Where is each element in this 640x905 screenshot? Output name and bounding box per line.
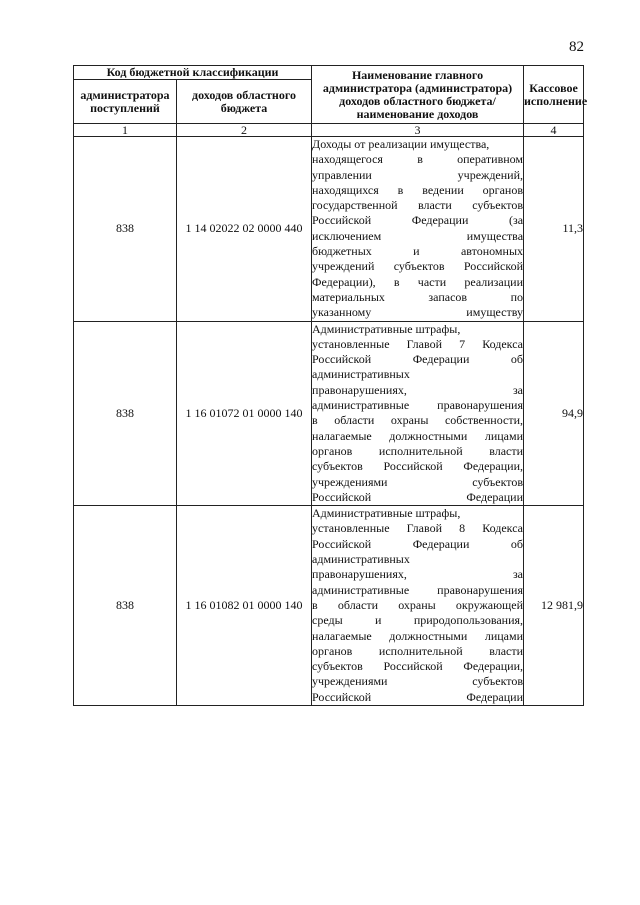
description-line: правонарушениях, за	[312, 382, 524, 397]
description-line: управлении учреждений,	[312, 167, 524, 182]
description-line: органов исполнительной власти	[312, 443, 524, 458]
budget-classification-table	[73, 65, 588, 706]
description-line: государственной власти субъектов	[312, 198, 524, 213]
description-line: административные правонарушения	[312, 582, 524, 597]
description-line: субъектов Российской Федерации,	[312, 459, 524, 474]
description-line: субъектов Российской Федерации,	[312, 659, 524, 674]
description-line: административные правонарушения	[312, 398, 524, 413]
description-line: материальных запасов по	[312, 289, 524, 304]
description-line: налагаемые должностными лицами	[312, 428, 524, 443]
column-number-row	[74, 124, 584, 137]
description-line: учреждений субъектов Российской	[312, 259, 524, 274]
description-line: учреждениями субъектов	[312, 474, 524, 489]
description-line: исключением имущества	[312, 228, 524, 243]
kbk-code-cell: 1 16 01072 01 0000 140	[177, 321, 312, 506]
kbk-code-cell: 1 16 01082 01 0000 140	[177, 506, 312, 706]
description-line: в области охраны собственности,	[312, 413, 524, 428]
admin-code-cell: 838	[74, 506, 177, 706]
table-row	[74, 321, 584, 506]
description-line: Доходы от реализации имущества,	[312, 137, 490, 151]
description-line: указанному имуществу	[312, 305, 524, 320]
description-line: установленные Главой 7 Кодекса	[312, 336, 524, 351]
admin-code-cell: 838	[74, 137, 177, 322]
header-income-column: доходов областного бюджета	[177, 80, 312, 124]
column-number: 3	[312, 124, 524, 137]
description-line: органов исполнительной власти	[312, 643, 524, 658]
income-description-cell	[312, 321, 524, 506]
description-line: Российской Федерации об	[312, 352, 524, 367]
description-line: Административные штрафы,	[312, 506, 461, 521]
description-line: среды и природопользования,	[312, 613, 524, 628]
description-line: Федерации), в части реализации	[312, 274, 524, 289]
header-admin-column: администратора поступлений	[74, 80, 177, 124]
kbk-code-cell: 1 14 02022 02 0000 440	[177, 137, 312, 322]
description-line: Административные штрафы,	[312, 321, 461, 336]
column-number: 2	[177, 124, 312, 137]
description-line: административных	[312, 552, 410, 567]
income-description-cell	[312, 137, 524, 322]
description-line: налагаемые должностными лицами	[312, 628, 524, 643]
income-description-cell	[312, 506, 524, 706]
header-amount-column: Кассовое исполнение	[524, 66, 584, 124]
page-number: 82	[569, 39, 584, 55]
description-line: Российской Федерации	[312, 489, 524, 504]
description-line: учреждениями субъектов	[312, 674, 524, 689]
cash-execution-amount-cell: 94,9	[524, 321, 584, 506]
description-line: находящегося в оперативном	[312, 152, 524, 167]
header-name-column: Наименование главного администратора (администратора) доходов областного бюджета/ наименование доходов	[312, 66, 524, 124]
description-line: Российской Федерации об	[312, 536, 524, 551]
cash-execution-amount-cell: 11,3	[524, 137, 584, 322]
description-line: бюджетных и автономных	[312, 244, 524, 259]
column-number: 4	[524, 124, 584, 137]
admin-code-cell: 838	[74, 321, 177, 506]
description-line: установленные Главой 8 Кодекса	[312, 521, 524, 536]
table-row	[74, 506, 584, 706]
header-kbk-group: Код бюджетной классификации	[74, 66, 312, 80]
table-row	[74, 137, 584, 322]
description-line: административных	[312, 367, 410, 382]
description-line: находящихся в ведении органов	[312, 182, 524, 197]
description-line: правонарушениях, за	[312, 567, 524, 582]
description-line: Российской Федерации	[312, 689, 524, 704]
description-line: Российской Федерации (за	[312, 213, 524, 228]
cash-execution-amount-cell: 12 981,9	[524, 506, 584, 706]
description-line: в области охраны окружающей	[312, 597, 524, 612]
column-number: 1	[74, 124, 177, 137]
